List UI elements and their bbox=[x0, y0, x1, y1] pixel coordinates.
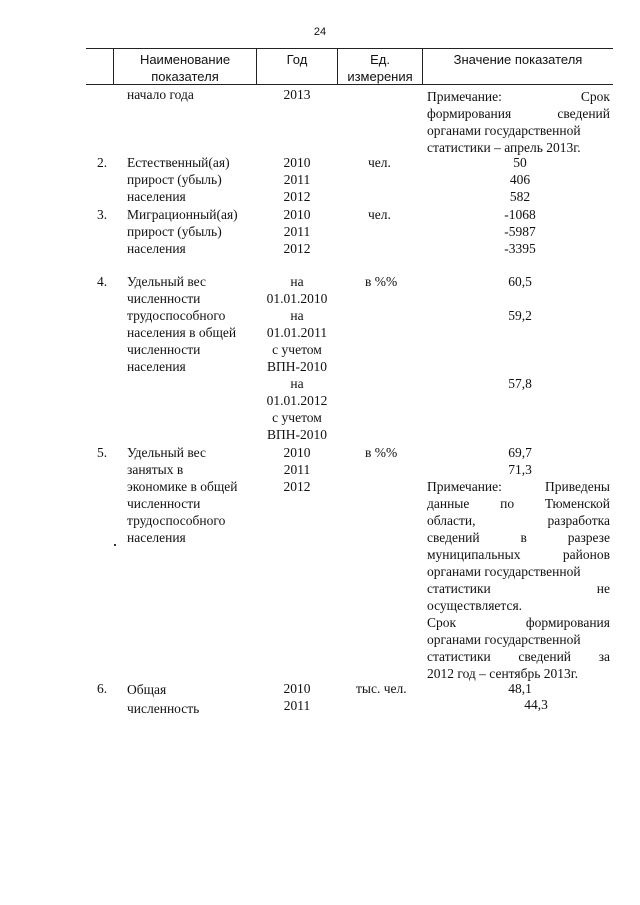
row5-year: 2012 bbox=[283, 479, 311, 494]
row2-value: 50 bbox=[513, 155, 527, 170]
row3-value: -3395 bbox=[504, 241, 536, 256]
header-year: Год bbox=[286, 52, 308, 67]
row4-date-line: 01.01.2011 bbox=[266, 325, 328, 340]
row5-name-line: трудоспособного bbox=[127, 513, 226, 528]
row4-date-line: с учетом bbox=[272, 342, 322, 357]
row5-note-line: органами государственной bbox=[427, 632, 581, 647]
row5-note-line bbox=[427, 546, 610, 563]
row6-value-1: 48,1 bbox=[508, 681, 532, 696]
row5-note-2 bbox=[427, 614, 610, 682]
row5-note-line: органами государственной bbox=[427, 564, 581, 579]
header-name bbox=[114, 51, 256, 85]
note-word: сведений bbox=[518, 649, 572, 664]
row4-date-line: 01.01.2012 bbox=[266, 393, 328, 408]
row5-note-line bbox=[427, 529, 610, 546]
row5-note-line bbox=[427, 495, 610, 512]
row4-value-1: 60,5 bbox=[508, 274, 532, 289]
row5-note-line bbox=[427, 512, 610, 529]
page-number: 24 bbox=[313, 26, 327, 38]
row6-name bbox=[127, 680, 199, 718]
note-word: районов bbox=[562, 547, 610, 562]
note-word: формирования bbox=[525, 615, 610, 630]
row4-value-2: 59,2 bbox=[508, 308, 532, 323]
row4-unit: в %% bbox=[365, 274, 398, 289]
row6-name-line: Общая bbox=[127, 682, 167, 697]
row4-date-line: на bbox=[290, 376, 304, 391]
note-word: Срок bbox=[580, 89, 610, 104]
note-word: Примечание: bbox=[427, 479, 502, 494]
cont-note-line: статистики – апрель 2013г. bbox=[427, 140, 581, 155]
header-unit-line: измерения bbox=[347, 69, 413, 84]
row4-date-line: ВПН-2010 bbox=[267, 359, 327, 374]
row5-value: 71,3 bbox=[508, 462, 532, 477]
note-word: Приведены bbox=[545, 479, 610, 494]
note-word: муниципальных bbox=[427, 547, 521, 562]
row5-note-line bbox=[427, 478, 610, 495]
row2-values bbox=[490, 154, 550, 205]
cont-year: 2013 bbox=[283, 87, 311, 102]
row4-value-3: 57,8 bbox=[508, 376, 532, 391]
cont-note-line bbox=[427, 105, 610, 122]
row4-date-line: ВПН-2010 bbox=[267, 427, 327, 442]
header-name-line: показателя bbox=[151, 69, 219, 84]
row4-name-line: Удельный вес bbox=[127, 274, 206, 289]
row4-name-line: трудоспособного bbox=[127, 308, 226, 323]
row4-name-line: населения bbox=[127, 359, 186, 374]
row2-value: 582 bbox=[509, 189, 531, 204]
row4-num: 4. bbox=[97, 274, 108, 289]
row5-note-line bbox=[427, 580, 610, 597]
header-unit bbox=[338, 51, 422, 85]
row6-value-2: 44,3 bbox=[524, 697, 548, 712]
row5-note-1 bbox=[427, 478, 610, 614]
row5-name bbox=[127, 444, 237, 546]
row5-num: 5. bbox=[97, 445, 108, 460]
row2-year: 2011 bbox=[283, 172, 311, 187]
note-word: области, bbox=[427, 513, 476, 528]
note-word: статистики bbox=[427, 649, 491, 664]
row3-year: 2011 bbox=[283, 224, 311, 239]
stray-mark bbox=[114, 544, 116, 546]
row4-date-line: с учетом bbox=[272, 410, 322, 425]
row5-note-line: осуществляется. bbox=[427, 598, 523, 613]
note-word: данные bbox=[427, 496, 470, 511]
note-word: разработка bbox=[547, 513, 610, 528]
row6-unit: тыс. чел. bbox=[356, 681, 407, 696]
row2-name bbox=[127, 154, 230, 205]
cont-note bbox=[427, 88, 610, 156]
row4-date-line: на bbox=[290, 308, 304, 323]
row3-name-line: прирост (убыль) bbox=[127, 224, 222, 239]
row6-num: 6. bbox=[97, 681, 108, 696]
cont-note-line: органами государственной bbox=[427, 123, 581, 138]
note-word: Срок bbox=[427, 615, 457, 630]
row2-name-line: Естественный(ая) bbox=[127, 155, 230, 170]
row3-year: 2010 bbox=[283, 207, 311, 222]
row3-value: -5987 bbox=[504, 224, 536, 239]
row2-name-line: населения bbox=[127, 189, 186, 204]
row2-num: 2. bbox=[97, 155, 108, 170]
row6-years bbox=[257, 680, 337, 714]
row2-years bbox=[257, 154, 337, 205]
row3-num: 3. bbox=[97, 207, 108, 222]
row5-years bbox=[257, 444, 337, 495]
row6-year: 2011 bbox=[283, 698, 311, 713]
note-word: за bbox=[598, 649, 611, 664]
row5-name-line: Удельный вес bbox=[127, 445, 206, 460]
row2-year: 2012 bbox=[283, 189, 311, 204]
note-word: сведений bbox=[427, 530, 480, 545]
row3-value: -1068 bbox=[504, 207, 536, 222]
note-word: разрезе bbox=[567, 530, 611, 545]
row3-years bbox=[257, 206, 337, 257]
row5-year: 2010 bbox=[283, 445, 311, 460]
note-word: формирования bbox=[427, 106, 512, 121]
row5-name-line: населения bbox=[127, 530, 186, 545]
row5-year: 2011 bbox=[283, 462, 311, 477]
note-word: по bbox=[500, 496, 515, 511]
note-word: сведений bbox=[557, 106, 610, 121]
note-word: Примечание: bbox=[427, 89, 502, 104]
note-word: статистики bbox=[427, 581, 491, 596]
row5-note-line bbox=[427, 648, 610, 665]
row4-name-line: численности bbox=[127, 342, 201, 357]
row3-unit: чел. bbox=[368, 207, 391, 222]
row4-name bbox=[127, 273, 236, 375]
row4-name-line: численности bbox=[127, 291, 201, 306]
row2-value: 406 bbox=[509, 172, 531, 187]
row3-name-line: населения bbox=[127, 241, 186, 256]
header-unit-line: Ед. bbox=[370, 52, 390, 67]
row4-date-line: 01.01.2010 bbox=[266, 291, 328, 306]
row5-name-line: экономике в общей bbox=[127, 479, 238, 494]
row5-value: 69,7 bbox=[508, 445, 532, 460]
row2-unit: чел. bbox=[368, 155, 391, 170]
row3-name-line: Миграционный(ая) bbox=[127, 207, 238, 222]
row3-year: 2012 bbox=[283, 241, 311, 256]
row4-date-line: на bbox=[290, 274, 304, 289]
row5-values bbox=[490, 444, 550, 478]
row2-name-line: прирост (убыль) bbox=[127, 172, 222, 187]
header-top-rule bbox=[86, 48, 613, 49]
row4-name-line: населения в общей bbox=[127, 325, 237, 340]
header-value: Значение показателя bbox=[453, 52, 583, 67]
row3-name bbox=[127, 206, 238, 257]
row5-name-line: занятых в bbox=[127, 462, 184, 477]
row6-year: 2010 bbox=[283, 681, 311, 696]
row6-name-line: численность bbox=[127, 701, 200, 716]
row5-unit: в %% bbox=[365, 445, 398, 460]
row5-note-line: 2012 год – сентябрь 2013г. bbox=[427, 666, 579, 681]
row5-note-line bbox=[427, 614, 610, 631]
row4-dates bbox=[257, 273, 337, 443]
row5-name-line: численности bbox=[127, 496, 201, 511]
note-word: Тюменской bbox=[544, 496, 611, 511]
cont-note-line bbox=[427, 88, 610, 105]
row2-year: 2010 bbox=[283, 155, 311, 170]
cont-name: начало года bbox=[127, 87, 194, 102]
note-word: не bbox=[596, 581, 610, 596]
row3-values bbox=[490, 206, 550, 257]
header-name-line: Наименование bbox=[139, 52, 231, 67]
note-word: в bbox=[520, 530, 527, 545]
